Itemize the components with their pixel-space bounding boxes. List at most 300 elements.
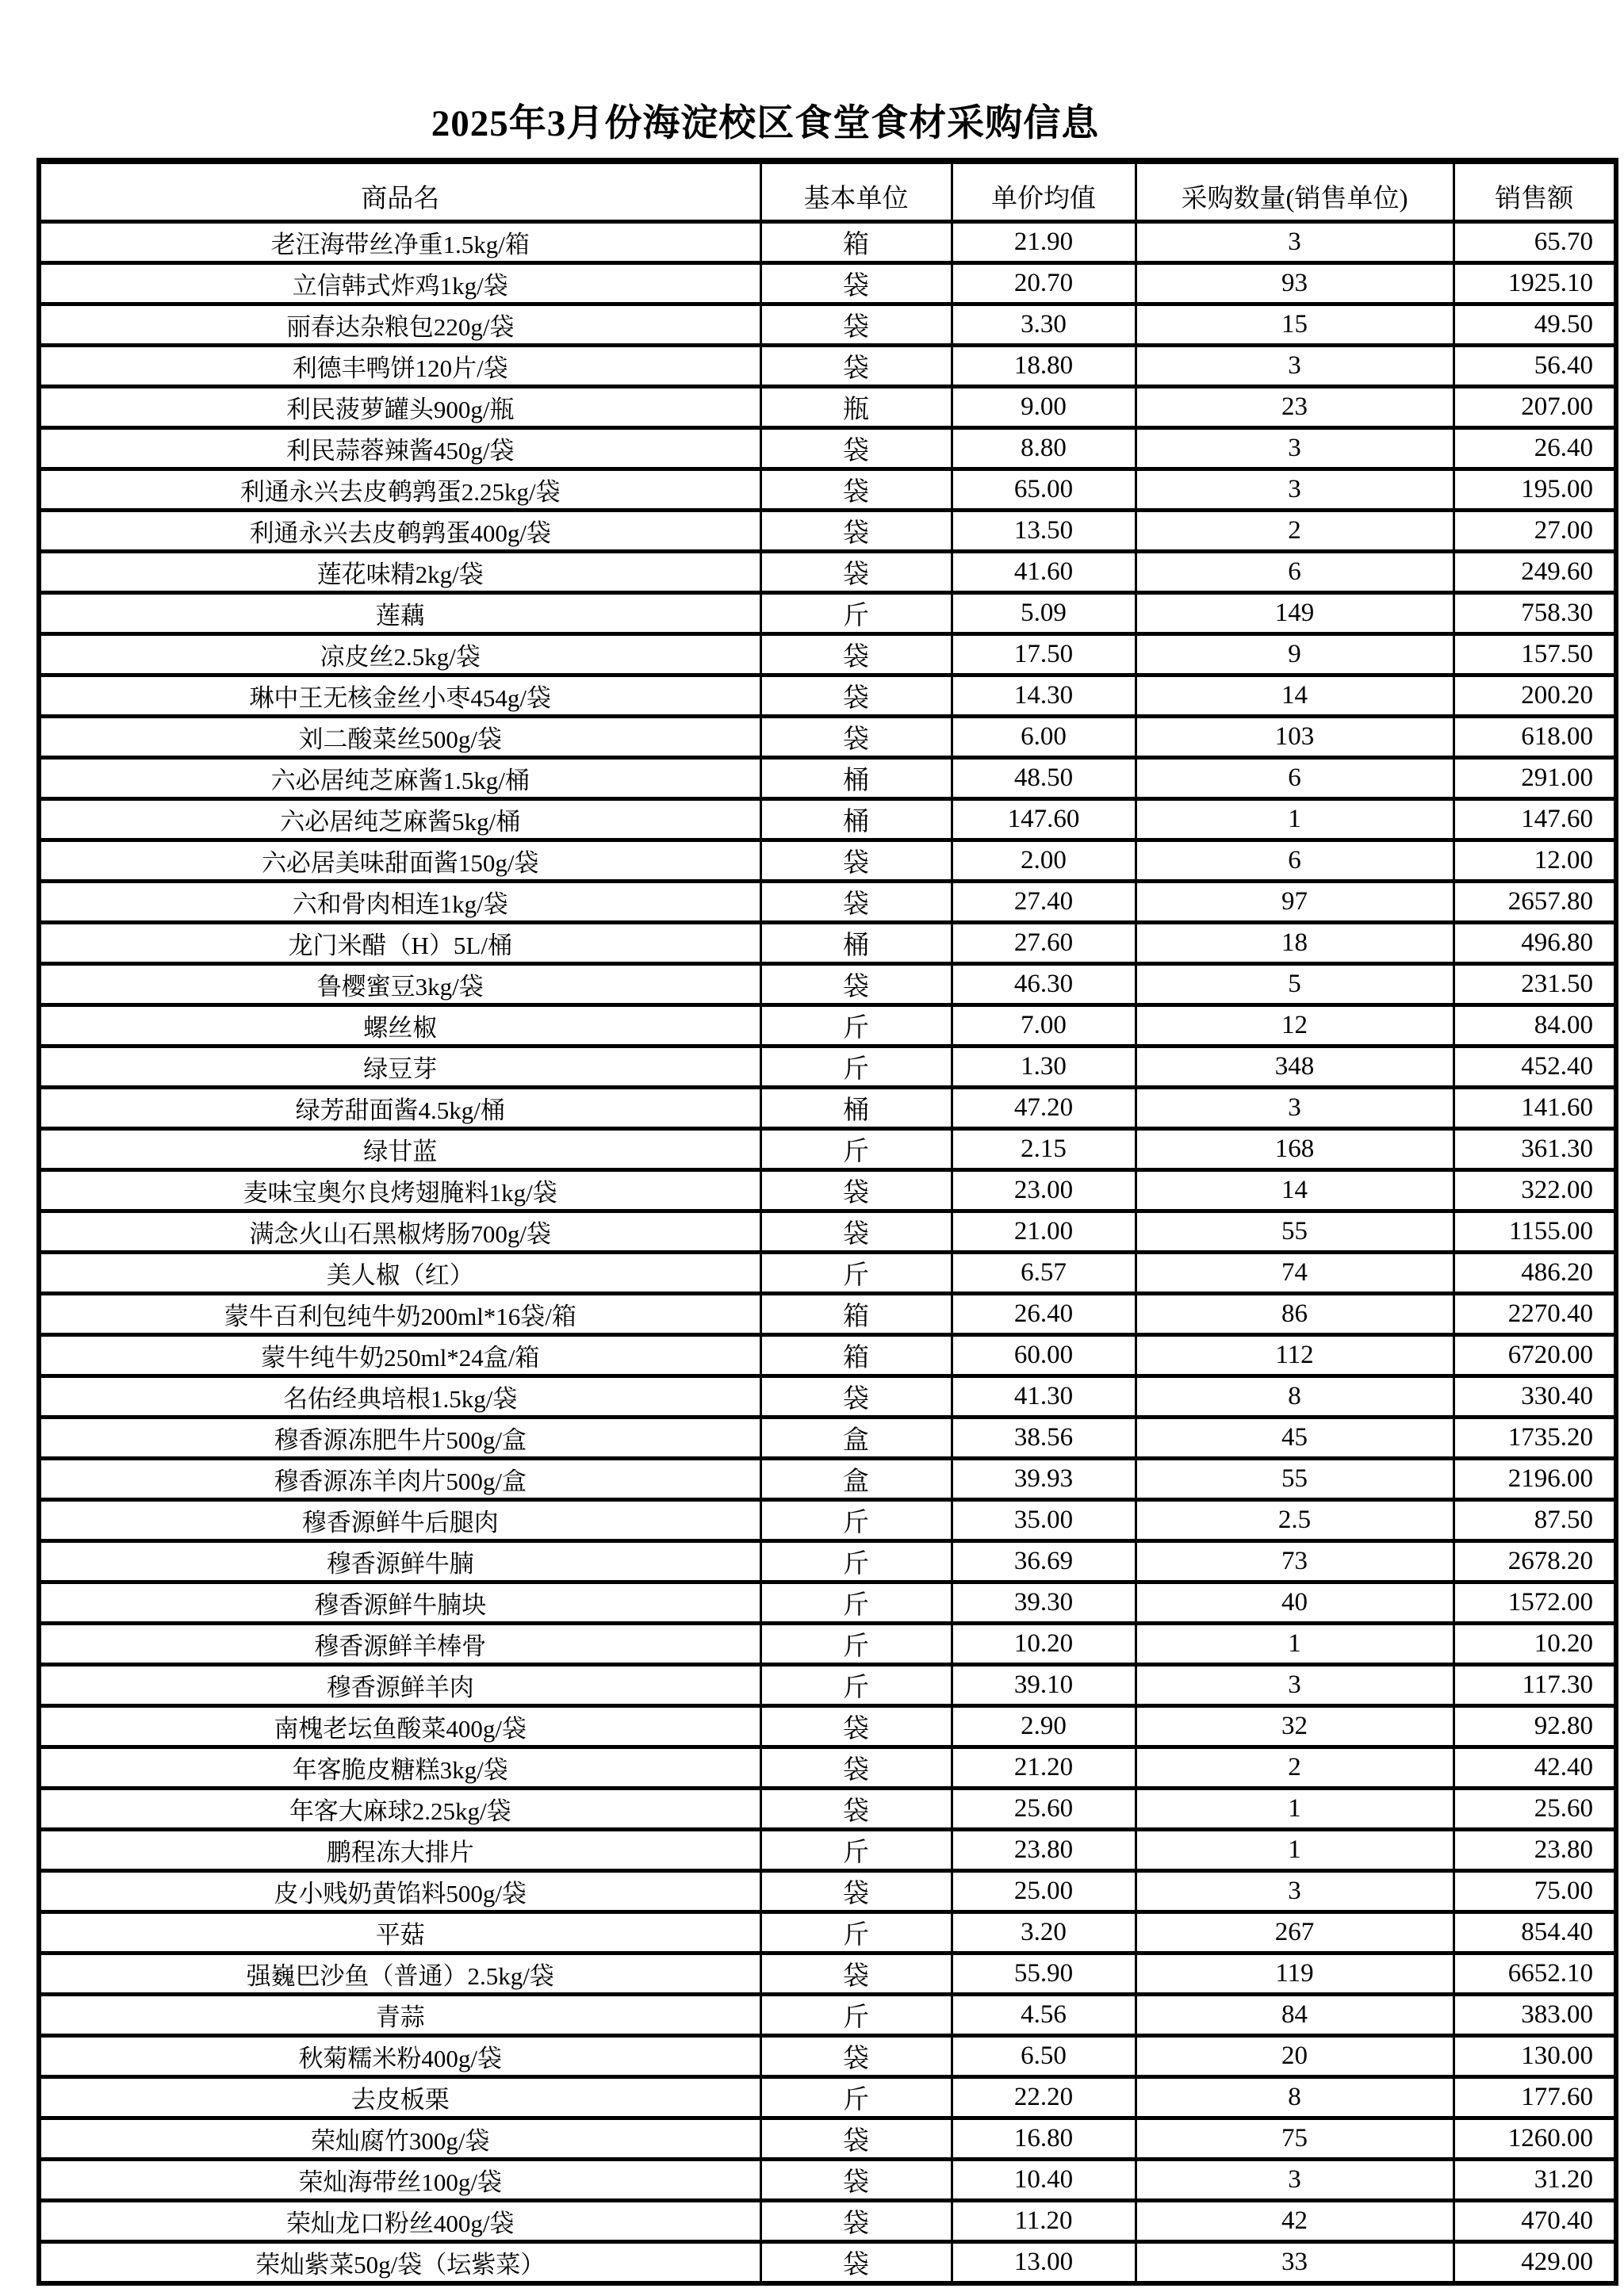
cell-sales-amount: 75.00: [1454, 1871, 1616, 1912]
cell-avg-unit-price: 21.90: [952, 222, 1136, 263]
cell-purchase-quantity: 1: [1136, 799, 1454, 840]
table-row: [39, 964, 1616, 1005]
cell-purchase-quantity: 40: [1136, 1582, 1454, 1624]
cell-product-name: 莲藕: [39, 593, 760, 634]
cell-base-unit: 袋: [760, 511, 952, 552]
cell-avg-unit-price: 5.09: [952, 593, 1136, 634]
cell-product-name: 去皮板栗: [39, 2077, 760, 2118]
cell-purchase-quantity: 8: [1136, 2077, 1454, 2118]
cell-purchase-quantity: 149: [1136, 593, 1454, 634]
cell-purchase-quantity: 348: [1136, 1047, 1454, 1088]
cell-purchase-quantity: 86: [1136, 1294, 1454, 1335]
cell-purchase-quantity: 3: [1136, 1088, 1454, 1129]
cell-avg-unit-price: 13.50: [952, 511, 1136, 552]
col-header-base-unit: 基本单位: [760, 161, 952, 222]
cell-sales-amount: 2657.80: [1454, 882, 1616, 923]
cell-base-unit: 袋: [760, 428, 952, 469]
cell-base-unit: 斤: [760, 593, 952, 634]
table-row: [39, 1500, 1616, 1541]
table-row: [39, 2242, 1616, 2284]
table-row: [39, 2036, 1616, 2077]
table-row: [39, 263, 1616, 304]
cell-sales-amount: 65.70: [1454, 222, 1616, 263]
cell-sales-amount: 130.00: [1454, 2036, 1616, 2077]
cell-purchase-quantity: 23: [1136, 387, 1454, 428]
cell-purchase-quantity: 267: [1136, 1912, 1454, 1954]
procurement-table: [36, 158, 1618, 2286]
cell-sales-amount: 1735.20: [1454, 1418, 1616, 1459]
cell-product-name: 荣灿龙口粉丝400g/袋: [39, 2201, 760, 2242]
table-row: [39, 882, 1616, 923]
cell-purchase-quantity: 14: [1136, 675, 1454, 717]
cell-base-unit: 袋: [760, 552, 952, 593]
cell-product-name: 穆香源鲜羊肉: [39, 1665, 760, 1706]
table-row: [39, 1005, 1616, 1047]
cell-avg-unit-price: 17.50: [952, 634, 1136, 675]
table-row: [39, 1088, 1616, 1129]
cell-sales-amount: 330.40: [1454, 1376, 1616, 1418]
table-row: [39, 1665, 1616, 1706]
page-title: 2025年3月份海淀校区食堂食材采购信息: [431, 103, 1100, 144]
cell-purchase-quantity: 112: [1136, 1335, 1454, 1376]
cell-purchase-quantity: 1: [1136, 1789, 1454, 1830]
table-row: [39, 1789, 1616, 1830]
table-row: [39, 675, 1616, 717]
cell-product-name: 满念火山石黑椒烤肠700g/袋: [39, 1211, 760, 1253]
cell-sales-amount: 2270.40: [1454, 1294, 1616, 1335]
cell-base-unit: 斤: [760, 1912, 952, 1954]
cell-purchase-quantity: 3: [1136, 469, 1454, 511]
cell-sales-amount: 486.20: [1454, 1253, 1616, 1294]
table-row: [39, 1418, 1616, 1459]
cell-product-name: 鲁樱蜜豆3kg/袋: [39, 964, 760, 1005]
cell-avg-unit-price: 2.15: [952, 1129, 1136, 1170]
table-row: [39, 717, 1616, 758]
cell-base-unit: 袋: [760, 2118, 952, 2160]
cell-base-unit: 袋: [760, 1954, 952, 1995]
cell-purchase-quantity: 55: [1136, 1211, 1454, 1253]
cell-purchase-quantity: 3: [1136, 1871, 1454, 1912]
cell-base-unit: 袋: [760, 2160, 952, 2201]
cell-avg-unit-price: 3.30: [952, 304, 1136, 346]
table-row: [39, 1459, 1616, 1500]
cell-base-unit: 袋: [760, 882, 952, 923]
cell-sales-amount: 92.80: [1454, 1706, 1616, 1747]
cell-product-name: 秋菊糯米粉400g/袋: [39, 2036, 760, 2077]
cell-product-name: 穆香源鲜牛腩块: [39, 1582, 760, 1624]
cell-sales-amount: 291.00: [1454, 758, 1616, 799]
cell-sales-amount: 452.40: [1454, 1047, 1616, 1088]
table-row: [39, 1747, 1616, 1789]
cell-sales-amount: 6720.00: [1454, 1335, 1616, 1376]
cell-avg-unit-price: 2.90: [952, 1706, 1136, 1747]
cell-purchase-quantity: 6: [1136, 552, 1454, 593]
cell-avg-unit-price: 39.10: [952, 1665, 1136, 1706]
cell-purchase-quantity: 168: [1136, 1129, 1454, 1170]
cell-avg-unit-price: 4.56: [952, 1995, 1136, 2036]
cell-base-unit: 袋: [760, 1789, 952, 1830]
cell-purchase-quantity: 1: [1136, 1624, 1454, 1665]
cell-product-name: 荣灿海带丝100g/袋: [39, 2160, 760, 2201]
cell-purchase-quantity: 3: [1136, 2160, 1454, 2201]
cell-sales-amount: 56.40: [1454, 346, 1616, 387]
cell-purchase-quantity: 5: [1136, 964, 1454, 1005]
cell-avg-unit-price: 11.20: [952, 2201, 1136, 2242]
cell-purchase-quantity: 6: [1136, 840, 1454, 882]
table-row: [39, 1294, 1616, 1335]
cell-sales-amount: 2678.20: [1454, 1541, 1616, 1582]
cell-sales-amount: 496.80: [1454, 923, 1616, 964]
cell-product-name: 麦味宝奥尔良烤翅腌料1kg/袋: [39, 1170, 760, 1211]
cell-purchase-quantity: 20: [1136, 2036, 1454, 2077]
cell-sales-amount: 470.40: [1454, 2201, 1616, 2242]
cell-avg-unit-price: 47.20: [952, 1088, 1136, 1129]
cell-purchase-quantity: 97: [1136, 882, 1454, 923]
cell-base-unit: 袋: [760, 304, 952, 346]
table-row: [39, 387, 1616, 428]
cell-avg-unit-price: 27.60: [952, 923, 1136, 964]
cell-avg-unit-price: 35.00: [952, 1500, 1136, 1541]
cell-product-name: 穆香源鲜牛腩: [39, 1541, 760, 1582]
cell-product-name: 皮小贱奶黄馅料500g/袋: [39, 1871, 760, 1912]
table-row: [39, 1376, 1616, 1418]
cell-product-name: 老汪海带丝净重1.5kg/箱: [39, 222, 760, 263]
cell-base-unit: 袋: [760, 675, 952, 717]
cell-base-unit: 袋: [760, 2201, 952, 2242]
cell-purchase-quantity: 3: [1136, 346, 1454, 387]
cell-avg-unit-price: 8.80: [952, 428, 1136, 469]
cell-purchase-quantity: 3: [1136, 428, 1454, 469]
table-row: [39, 2201, 1616, 2242]
cell-avg-unit-price: 39.30: [952, 1582, 1136, 1624]
cell-base-unit: 袋: [760, 263, 952, 304]
cell-product-name: 凉皮丝2.5kg/袋: [39, 634, 760, 675]
cell-base-unit: 盒: [760, 1418, 952, 1459]
cell-base-unit: 袋: [760, 717, 952, 758]
cell-base-unit: 斤: [760, 1995, 952, 2036]
cell-sales-amount: 249.60: [1454, 552, 1616, 593]
table-row: [39, 1995, 1616, 2036]
cell-sales-amount: 231.50: [1454, 964, 1616, 1005]
cell-product-name: 六必居纯芝麻酱5kg/桶: [39, 799, 760, 840]
cell-purchase-quantity: 1: [1136, 1830, 1454, 1871]
cell-base-unit: 袋: [760, 2036, 952, 2077]
cell-base-unit: 桶: [760, 799, 952, 840]
table-row: [39, 799, 1616, 840]
cell-avg-unit-price: 21.00: [952, 1211, 1136, 1253]
cell-base-unit: 袋: [760, 1706, 952, 1747]
cell-purchase-quantity: 55: [1136, 1459, 1454, 1500]
table-row: [39, 304, 1616, 346]
cell-avg-unit-price: 46.30: [952, 964, 1136, 1005]
cell-product-name: 绿豆芽: [39, 1047, 760, 1088]
cell-sales-amount: 84.00: [1454, 1005, 1616, 1047]
cell-avg-unit-price: 23.00: [952, 1170, 1136, 1211]
cell-base-unit: 斤: [760, 2077, 952, 2118]
cell-base-unit: 袋: [760, 1376, 952, 1418]
table-row: [39, 1335, 1616, 1376]
cell-purchase-quantity: 3: [1136, 222, 1454, 263]
cell-purchase-quantity: 93: [1136, 263, 1454, 304]
cell-avg-unit-price: 13.00: [952, 2242, 1136, 2284]
cell-purchase-quantity: 103: [1136, 717, 1454, 758]
cell-product-name: 利通永兴去皮鹌鹑蛋400g/袋: [39, 511, 760, 552]
cell-sales-amount: 31.20: [1454, 2160, 1616, 2201]
cell-purchase-quantity: 75: [1136, 2118, 1454, 2160]
cell-product-name: 蒙牛纯牛奶250ml*24盒/箱: [39, 1335, 760, 1376]
cell-avg-unit-price: 48.50: [952, 758, 1136, 799]
cell-sales-amount: 141.60: [1454, 1088, 1616, 1129]
cell-base-unit: 袋: [760, 2242, 952, 2284]
cell-product-name: 南槐老坛鱼酸菜400g/袋: [39, 1706, 760, 1747]
cell-purchase-quantity: 3: [1136, 1665, 1454, 1706]
cell-purchase-quantity: 12: [1136, 1005, 1454, 1047]
cell-purchase-quantity: 2: [1136, 1747, 1454, 1789]
cell-base-unit: 袋: [760, 1211, 952, 1253]
cell-sales-amount: 49.50: [1454, 304, 1616, 346]
cell-product-name: 绿芳甜面酱4.5kg/桶: [39, 1088, 760, 1129]
cell-base-unit: 袋: [760, 634, 952, 675]
table-row: [39, 923, 1616, 964]
cell-product-name: 螺丝椒: [39, 1005, 760, 1047]
cell-avg-unit-price: 7.00: [952, 1005, 1136, 1047]
table-row: [39, 1706, 1616, 1747]
cell-product-name: 利民菠萝罐头900g/瓶: [39, 387, 760, 428]
cell-base-unit: 箱: [760, 1294, 952, 1335]
cell-base-unit: 袋: [760, 346, 952, 387]
cell-avg-unit-price: 21.20: [952, 1747, 1136, 1789]
cell-base-unit: 斤: [760, 1665, 952, 1706]
cell-avg-unit-price: 60.00: [952, 1335, 1136, 1376]
cell-avg-unit-price: 41.60: [952, 552, 1136, 593]
cell-product-name: 鹏程冻大排片: [39, 1830, 760, 1871]
cell-base-unit: 桶: [760, 923, 952, 964]
cell-sales-amount: 1572.00: [1454, 1582, 1616, 1624]
cell-base-unit: 袋: [760, 1170, 952, 1211]
cell-sales-amount: 618.00: [1454, 717, 1616, 758]
cell-base-unit: 袋: [760, 469, 952, 511]
cell-avg-unit-price: 10.40: [952, 2160, 1136, 2201]
cell-base-unit: 斤: [760, 1582, 952, 1624]
col-header-product-name: 商品名: [39, 161, 760, 222]
cell-product-name: 穆香源鲜牛后腿肉: [39, 1500, 760, 1541]
cell-sales-amount: 758.30: [1454, 593, 1616, 634]
cell-sales-amount: 25.60: [1454, 1789, 1616, 1830]
cell-base-unit: 斤: [760, 1624, 952, 1665]
cell-base-unit: 箱: [760, 1335, 952, 1376]
cell-base-unit: 瓶: [760, 387, 952, 428]
cell-product-name: 刘二酸菜丝500g/袋: [39, 717, 760, 758]
cell-avg-unit-price: 55.90: [952, 1954, 1136, 1995]
cell-base-unit: 斤: [760, 1253, 952, 1294]
cell-sales-amount: 157.50: [1454, 634, 1616, 675]
cell-base-unit: 斤: [760, 1047, 952, 1088]
cell-sales-amount: 195.00: [1454, 469, 1616, 511]
cell-purchase-quantity: 8: [1136, 1376, 1454, 1418]
cell-product-name: 绿甘蓝: [39, 1129, 760, 1170]
cell-sales-amount: 322.00: [1454, 1170, 1616, 1211]
cell-avg-unit-price: 6.57: [952, 1253, 1136, 1294]
table-row: [39, 552, 1616, 593]
cell-product-name: 六必居美味甜面酱150g/袋: [39, 840, 760, 882]
cell-base-unit: 袋: [760, 964, 952, 1005]
cell-purchase-quantity: 119: [1136, 1954, 1454, 1995]
cell-product-name: 利通永兴去皮鹌鹑蛋2.25kg/袋: [39, 469, 760, 511]
cell-avg-unit-price: 36.69: [952, 1541, 1136, 1582]
cell-product-name: 穆香源冻肥牛片500g/盒: [39, 1418, 760, 1459]
col-header-sales-amount: 销售额: [1454, 161, 1616, 222]
table-row: [39, 1211, 1616, 1253]
cell-product-name: 荣灿紫菜50g/袋（坛紫菜）: [39, 2242, 760, 2284]
cell-purchase-quantity: 9: [1136, 634, 1454, 675]
cell-product-name: 立信韩式炸鸡1kg/袋: [39, 263, 760, 304]
table-header-row: [39, 161, 1616, 222]
cell-purchase-quantity: 73: [1136, 1541, 1454, 1582]
cell-sales-amount: 854.40: [1454, 1912, 1616, 1954]
cell-sales-amount: 1925.10: [1454, 263, 1616, 304]
cell-avg-unit-price: 39.93: [952, 1459, 1136, 1500]
cell-product-name: 荣灿腐竹300g/袋: [39, 2118, 760, 2160]
table-row: [39, 1871, 1616, 1912]
table-row: [39, 593, 1616, 634]
cell-purchase-quantity: 15: [1136, 304, 1454, 346]
cell-purchase-quantity: 6: [1136, 758, 1454, 799]
cell-sales-amount: 87.50: [1454, 1500, 1616, 1541]
cell-sales-amount: 383.00: [1454, 1995, 1616, 2036]
cell-avg-unit-price: 1.30: [952, 1047, 1136, 1088]
table-row: [39, 1954, 1616, 1995]
cell-product-name: 丽春达杂粮包220g/袋: [39, 304, 760, 346]
table-row: [39, 840, 1616, 882]
cell-avg-unit-price: 38.56: [952, 1418, 1136, 1459]
cell-purchase-quantity: 45: [1136, 1418, 1454, 1459]
cell-sales-amount: 177.60: [1454, 2077, 1616, 2118]
cell-base-unit: 斤: [760, 1129, 952, 1170]
cell-avg-unit-price: 147.60: [952, 799, 1136, 840]
cell-avg-unit-price: 9.00: [952, 387, 1136, 428]
cell-avg-unit-price: 6.00: [952, 717, 1136, 758]
cell-sales-amount: 117.30: [1454, 1665, 1616, 1706]
table-row: [39, 1170, 1616, 1211]
cell-avg-unit-price: 16.80: [952, 2118, 1136, 2160]
table-row: [39, 469, 1616, 511]
cell-product-name: 年客脆皮糖糕3kg/袋: [39, 1747, 760, 1789]
cell-purchase-quantity: 14: [1136, 1170, 1454, 1211]
cell-product-name: 六必居纯芝麻酱1.5kg/桶: [39, 758, 760, 799]
table-row: [39, 634, 1616, 675]
cell-base-unit: 斤: [760, 1541, 952, 1582]
cell-sales-amount: 2196.00: [1454, 1459, 1616, 1500]
cell-product-name: 利民蒜蓉辣酱450g/袋: [39, 428, 760, 469]
cell-avg-unit-price: 3.20: [952, 1912, 1136, 1954]
cell-product-name: 莲花味精2kg/袋: [39, 552, 760, 593]
cell-avg-unit-price: 25.60: [952, 1789, 1136, 1830]
cell-base-unit: 盒: [760, 1459, 952, 1500]
table-row: [39, 2077, 1616, 2118]
cell-avg-unit-price: 18.80: [952, 346, 1136, 387]
cell-product-name: 蒙牛百利包纯牛奶200ml*16袋/箱: [39, 1294, 760, 1335]
cell-product-name: 美人椒（红）: [39, 1253, 760, 1294]
cell-sales-amount: 361.30: [1454, 1129, 1616, 1170]
cell-product-name: 龙门米醋（H）5L/桶: [39, 923, 760, 964]
cell-product-name: 青蒜: [39, 1995, 760, 2036]
table-row: [39, 222, 1616, 263]
cell-avg-unit-price: 10.20: [952, 1624, 1136, 1665]
table-row: [39, 2118, 1616, 2160]
table-body: [39, 222, 1616, 2284]
cell-base-unit: 箱: [760, 222, 952, 263]
table-row: [39, 428, 1616, 469]
cell-base-unit: 斤: [760, 1830, 952, 1871]
cell-avg-unit-price: 26.40: [952, 1294, 1136, 1335]
cell-sales-amount: 1155.00: [1454, 1211, 1616, 1253]
table-row: [39, 1129, 1616, 1170]
cell-sales-amount: 207.00: [1454, 387, 1616, 428]
table-row: [39, 511, 1616, 552]
cell-sales-amount: 23.80: [1454, 1830, 1616, 1871]
cell-purchase-quantity: 2: [1136, 511, 1454, 552]
table-row: [39, 1912, 1616, 1954]
cell-base-unit: 袋: [760, 840, 952, 882]
cell-purchase-quantity: 18: [1136, 923, 1454, 964]
cell-avg-unit-price: 23.80: [952, 1830, 1136, 1871]
col-header-purchase-quantity: 采购数量(销售单位): [1136, 161, 1454, 222]
cell-sales-amount: 200.20: [1454, 675, 1616, 717]
cell-avg-unit-price: 2.00: [952, 840, 1136, 882]
table-row: [39, 758, 1616, 799]
cell-avg-unit-price: 20.70: [952, 263, 1136, 304]
cell-purchase-quantity: 84: [1136, 1995, 1454, 2036]
cell-base-unit: 桶: [760, 1088, 952, 1129]
cell-purchase-quantity: 2.5: [1136, 1500, 1454, 1541]
table-row: [39, 1624, 1616, 1665]
cell-base-unit: 桶: [760, 758, 952, 799]
cell-product-name: 平菇: [39, 1912, 760, 1954]
cell-sales-amount: 429.00: [1454, 2242, 1616, 2284]
cell-product-name: 六和骨肉相连1kg/袋: [39, 882, 760, 923]
cell-sales-amount: 12.00: [1454, 840, 1616, 882]
cell-purchase-quantity: 32: [1136, 1706, 1454, 1747]
cell-avg-unit-price: 65.00: [952, 469, 1136, 511]
cell-avg-unit-price: 14.30: [952, 675, 1136, 717]
cell-base-unit: 袋: [760, 1871, 952, 1912]
cell-product-name: 名佑经典培根1.5kg/袋: [39, 1376, 760, 1418]
cell-sales-amount: 26.40: [1454, 428, 1616, 469]
table-row: [39, 1830, 1616, 1871]
cell-product-name: 年客大麻球2.25kg/袋: [39, 1789, 760, 1830]
cell-avg-unit-price: 22.20: [952, 2077, 1136, 2118]
cell-product-name: 穆香源冻羊肉片500g/盒: [39, 1459, 760, 1500]
cell-purchase-quantity: 42: [1136, 2201, 1454, 2242]
cell-avg-unit-price: 27.40: [952, 882, 1136, 923]
col-header-avg-unit-price: 单价均值: [952, 161, 1136, 222]
cell-product-name: 强巍巴沙鱼（普通）2.5kg/袋: [39, 1954, 760, 1995]
cell-product-name: 琳中王无核金丝小枣454g/袋: [39, 675, 760, 717]
cell-sales-amount: 6652.10: [1454, 1954, 1616, 1995]
table-row: [39, 346, 1616, 387]
cell-avg-unit-price: 6.50: [952, 2036, 1136, 2077]
table-row: [39, 1253, 1616, 1294]
table-row: [39, 1582, 1616, 1624]
table-row: [39, 2160, 1616, 2201]
cell-base-unit: 斤: [760, 1005, 952, 1047]
cell-sales-amount: 27.00: [1454, 511, 1616, 552]
cell-purchase-quantity: 33: [1136, 2242, 1454, 2284]
cell-product-name: 穆香源鲜羊棒骨: [39, 1624, 760, 1665]
cell-product-name: 利德丰鸭饼120片/袋: [39, 346, 760, 387]
cell-purchase-quantity: 74: [1136, 1253, 1454, 1294]
cell-sales-amount: 147.60: [1454, 799, 1616, 840]
